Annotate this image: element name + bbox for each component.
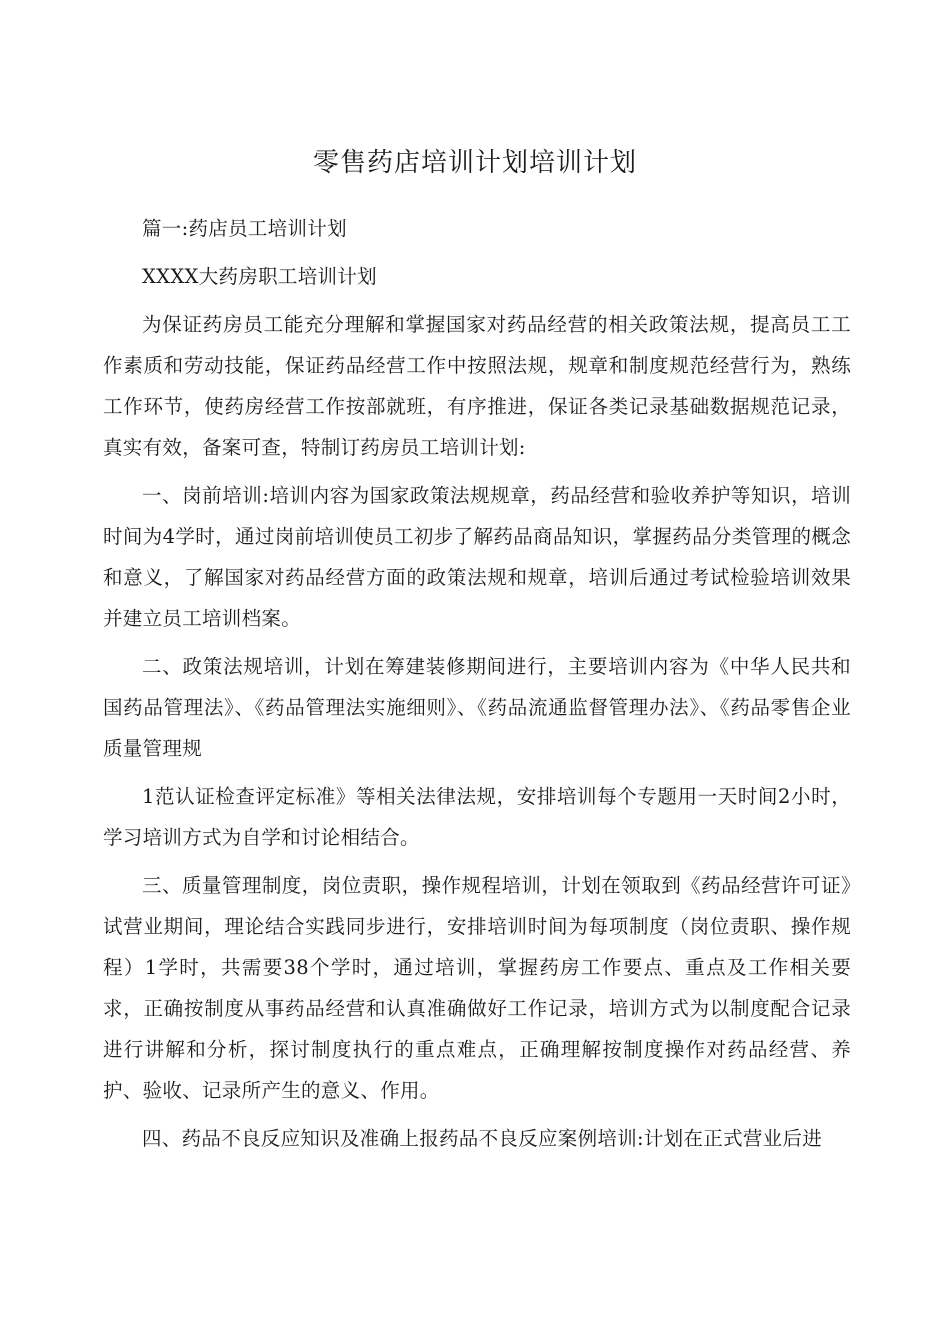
paragraph-item-2: 二、政策法规培训，计划在筹建装修期间进行，主要培训内容为《中华人民共和国药品管理法》、《药品管理法实施细则》、《药品流通监督管理办法》、《药品零售企业质量管理规	[103, 655, 851, 760]
document-body	[103, 208, 851, 1166]
document-title: 零售药店培训计划培训计划	[312, 148, 637, 178]
paragraph-item-4: 四、药品不良反应知识及准确上报药品不良反应案例培训:计划在正式营业后进	[142, 1127, 823, 1150]
paragraph-item-2-continued: 1范认证检查评定标准》等相关法律法规，安排培训每个专题用一天时间2小时，学习培训方式为自学和讨论相结合。	[103, 785, 851, 849]
paragraph-item-3: 三、质量管理制度，岗位责职，操作规程培训，计划在领取到《药品经营许可证》试营业期间，理论结合实践同步进行，安排培训时间为每项制度（岗位责职、操作规程）1学时，共需要38个学时，通过培训，掌握药房工作要点、重点及工作相关要求，正确按制度从事药品经营和认真准确做好工作记录，培训方式为以制度配合记录进行讲解和分析，探讨制度执行的重点难点，正确理解按制度操作对药品经营、养护、验收、记录所产生的意义、作用。	[103, 874, 851, 1102]
paragraph-plan-name: XXXX大药房职工培训计划	[142, 265, 377, 288]
paragraph-intro: 为保证药房员工能充分理解和掌握国家对药品经营的相关政策法规，提高员工工作素质和劳动技能，保证药品经营工作中按照法规，规章和制度规范经营行为，熟练工作环节，使药房经营工作按部就班，有序推进，保证各类记录基础数据规范记录，真实有效，备案可查，特制订药房员工培训计划:	[103, 313, 851, 459]
paragraph-item-1: 一、岗前培训:培训内容为国家政策法规规章，药品经营和验收养护等知识，培训时间为4学时，通过岗前培训使员工初步了解药品商品知识，掌握药品分类管理的概念和意义，了解国家对药品经营方面的政策法规和规章，培训后通过考试检验培训效果并建立员工培训档案。	[103, 484, 851, 630]
paragraph-section-heading: 篇一:药店员工培训计划	[142, 217, 347, 240]
